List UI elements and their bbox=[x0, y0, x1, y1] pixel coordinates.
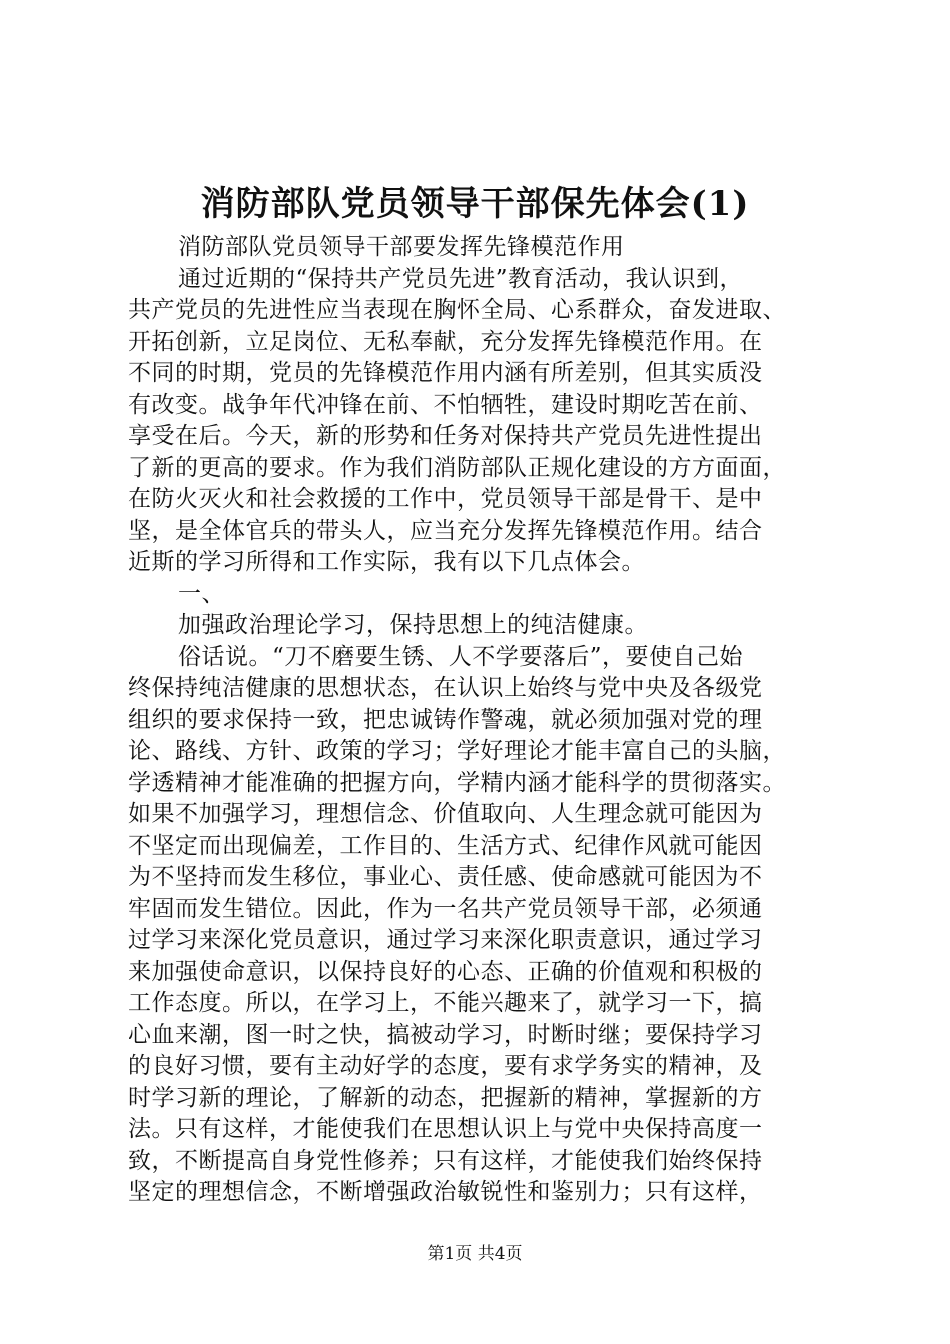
body-line: 不坚定而出现偏差，工作目的、生活方式、纪律作风就可能因 bbox=[128, 832, 763, 859]
body-line: 坚定的理想信念，不断增强政治敏锐性和鉴别力；只有这样， bbox=[128, 1179, 763, 1205]
body-line: 法。只有这样，才能使我们在思想认识上与党中央保持高度一 bbox=[128, 1116, 763, 1142]
body-line: 一、 bbox=[178, 580, 225, 607]
body-line: 开拓创新，立足岗位、无私奉献，充分发挥先锋模范作用。在 bbox=[128, 328, 763, 355]
body-line: 不同的时期，党员的先锋模范作用内涵有所差别，但其实质没 bbox=[128, 360, 763, 386]
body-line: 俗话说。“刀不磨要生锈、人不学要落后”，要使自己始 bbox=[178, 643, 744, 670]
body-line: 致，不断提高自身党性修养；只有这样，才能使我们始终保持 bbox=[128, 1147, 763, 1174]
body-line: 论、路线、方针、政策的学习；学好理论才能丰富自己的头脑， bbox=[128, 738, 786, 764]
body-line: 消防部队党员领导干部要发挥先锋模范作用 bbox=[178, 234, 625, 260]
body-line: 工作态度。所以，在学习上，不能兴趣来了，就学习一下，搞 bbox=[128, 990, 763, 1016]
body-line: 组织的要求保持一致，把忠诚铸作警魂，就必须加强对党的理 bbox=[128, 706, 763, 733]
body-line: 共产党员的先进性应当表现在胸怀全局、心系群众，奋发进取、 bbox=[128, 297, 786, 323]
body-line: 有改变。战争年代冲锋在前、不怕牺牲，建设时期吃苦在前、 bbox=[128, 391, 763, 418]
body-line: 近斯的学习所得和工作实际，我有以下几点体会。 bbox=[128, 549, 645, 575]
body-line: 加强政治理论学习，保持思想上的纯洁健康。 bbox=[178, 612, 648, 638]
document-body bbox=[128, 232, 848, 1209]
body-line: 了新的更高的要求。作为我们消防部队正规化建设的方方面面， bbox=[128, 454, 786, 481]
body-line: 为不坚持而发生移位，事业心、责任感、使命感就可能因为不 bbox=[128, 864, 763, 890]
body-line: 过学习来深化党员意识，通过学习来深化职责意识，通过学习 bbox=[128, 927, 763, 953]
body-line: 心血来潮，图一时之快，搞被动学习，时断时继；要保持学习 bbox=[128, 1021, 763, 1048]
body-line: 终保持纯洁健康的思想状态，在认识上始终与党中央及各级党 bbox=[128, 675, 763, 701]
document-title: 消防部队党员领导干部保先体会(1) bbox=[200, 184, 750, 224]
body-line: 的良好习惯，要有主动好学的态度，要有求学务实的精神，及 bbox=[128, 1053, 763, 1079]
body-line: 通过近期的“保持共产党员先进”教育活动，我认识到， bbox=[178, 265, 744, 292]
body-line: 如果不加强学习，理想信念、价值取向、人生理念就可能因为 bbox=[128, 801, 763, 827]
body-line: 坚，是全体官兵的带头人，应当充分发挥先锋模范作用。结合 bbox=[128, 517, 763, 544]
body-line: 在防火灭火和社会救援的工作中，党员领导干部是骨干、是中 bbox=[128, 486, 763, 512]
body-line: 来加强使命意识，以保持良好的心态、正确的价值观和积极的 bbox=[128, 958, 763, 985]
body-line: 学透精神才能准确的把握方向，学精内涵才能科学的贯彻落实。 bbox=[128, 769, 786, 796]
body-line: 享受在后。今天，新的形势和任务对保持共产党员先进性提出 bbox=[128, 423, 763, 449]
page-footer: 第1页 共4页 bbox=[427, 1244, 523, 1264]
body-line: 牢固而发生错位。因此，作为一名共产党员领导干部，必须通 bbox=[128, 895, 763, 922]
body-line: 时学习新的理论，了解新的动态，把握新的精神，掌握新的方 bbox=[128, 1084, 763, 1111]
